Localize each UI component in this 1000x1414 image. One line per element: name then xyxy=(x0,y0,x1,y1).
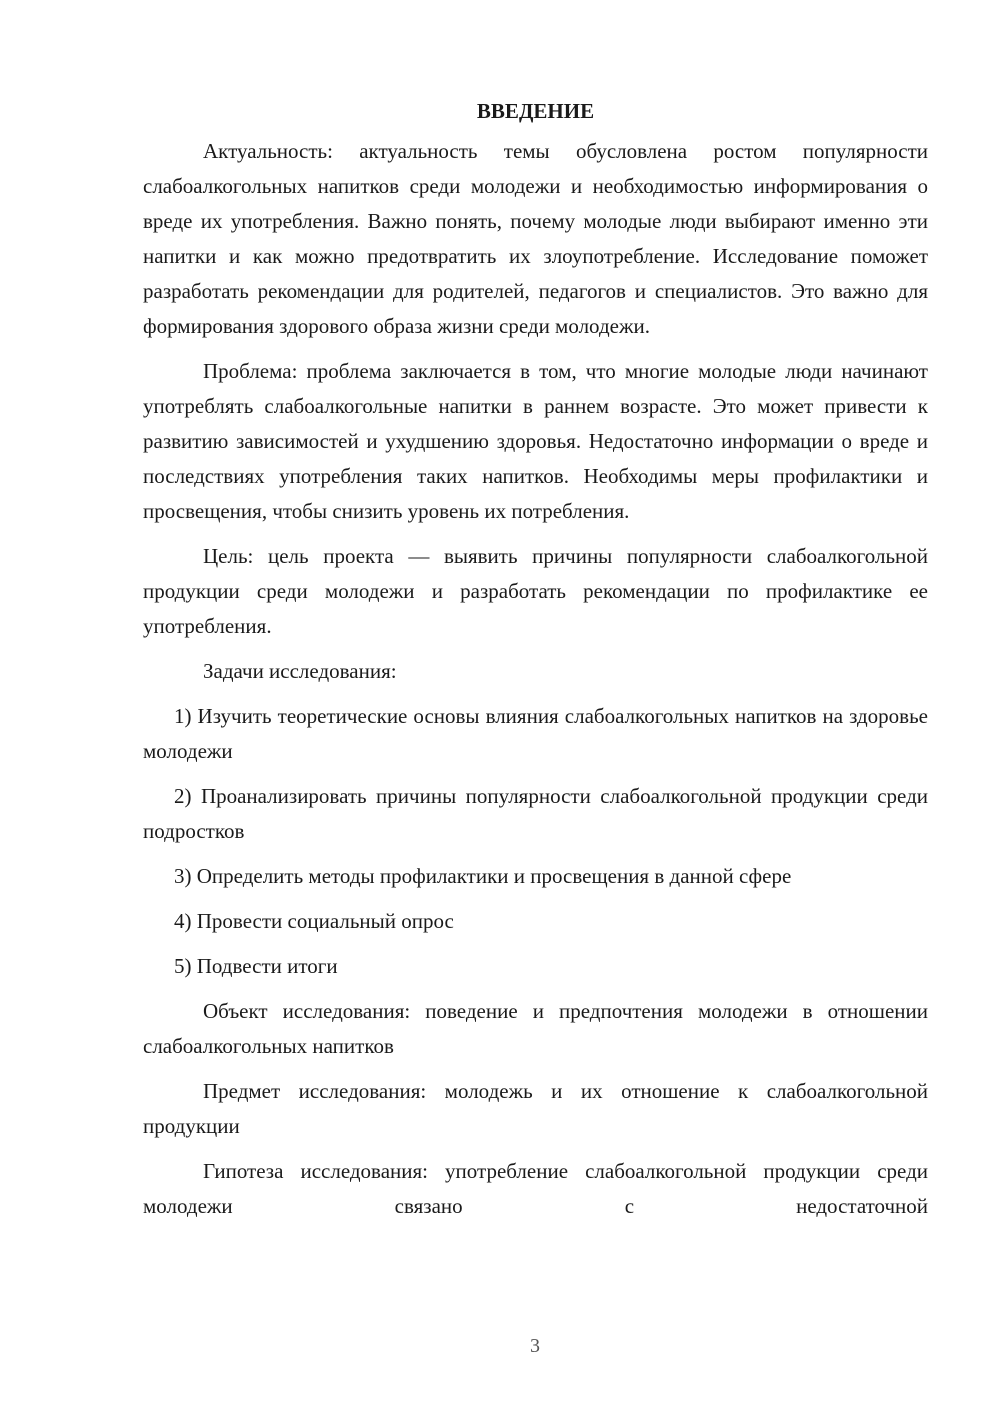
list-item: 3) Определить методы профилактики и просвещения в данной сфере xyxy=(174,864,792,888)
tasks-list xyxy=(143,699,928,984)
list-item: 2) Проанализировать причины популярности слабоалкогольной продукции среди подростков xyxy=(143,784,928,843)
page-content xyxy=(143,96,928,1234)
list-item: 4) Провести социальный опрос xyxy=(174,909,454,933)
relevance-paragraph: Актуальность: актуальность темы обусловлена ростом популярности слабоалкогольных напитков среди молодежи и необходимостью информирования о вреде их употребления. Важно понять, почему молодые люди выбирают именно эти напитки и как можно предотвратить их злоупотребление. Исследование поможет разработать рекомендации для родителей, педагогов и специалистов. Это важно для формирования здорового образа жизни среди молодежи. xyxy=(143,139,928,338)
tasks-heading: Задачи исследования: xyxy=(203,659,397,683)
page-title: ВВЕДЕНИЕ xyxy=(476,99,595,123)
goal-paragraph: Цель: цель проекта — выявить причины популярности слабоалкогольной продукции среди молодежи и разработать рекомендации по профилактике ее употребления. xyxy=(143,544,928,638)
list-item: 5) Подвести итоги xyxy=(174,954,338,978)
problem-paragraph: Проблема: проблема заключается в том, что многие молодые люди начинают употреблять слабоалкогольные напитки в раннем возрасте. Это может привести к развитию зависимостей и ухудшению здоровья. Недостаточно информации о вреде и последствиях употребления таких напитков. Необходимы меры профилактики и просвещения, чтобы снизить уровень их потребления. xyxy=(143,359,928,523)
list-item: 1) Изучить теоретические основы влияния слабоалкогольных напитков на здоровье молодежи xyxy=(143,704,928,763)
subject-paragraph: Предмет исследования: молодежь и их отношение к слабоалкогольной продукции xyxy=(143,1079,928,1138)
object-paragraph: Объект исследования: поведение и предпочтения молодежи в отношении слабоалкогольных напитков xyxy=(143,999,928,1058)
hypothesis-paragraph: Гипотеза исследования: употребление слабоалкогольной продукции среди молодежи связано с недостаточной xyxy=(143,1159,928,1218)
page-number: 3 xyxy=(530,1335,540,1357)
